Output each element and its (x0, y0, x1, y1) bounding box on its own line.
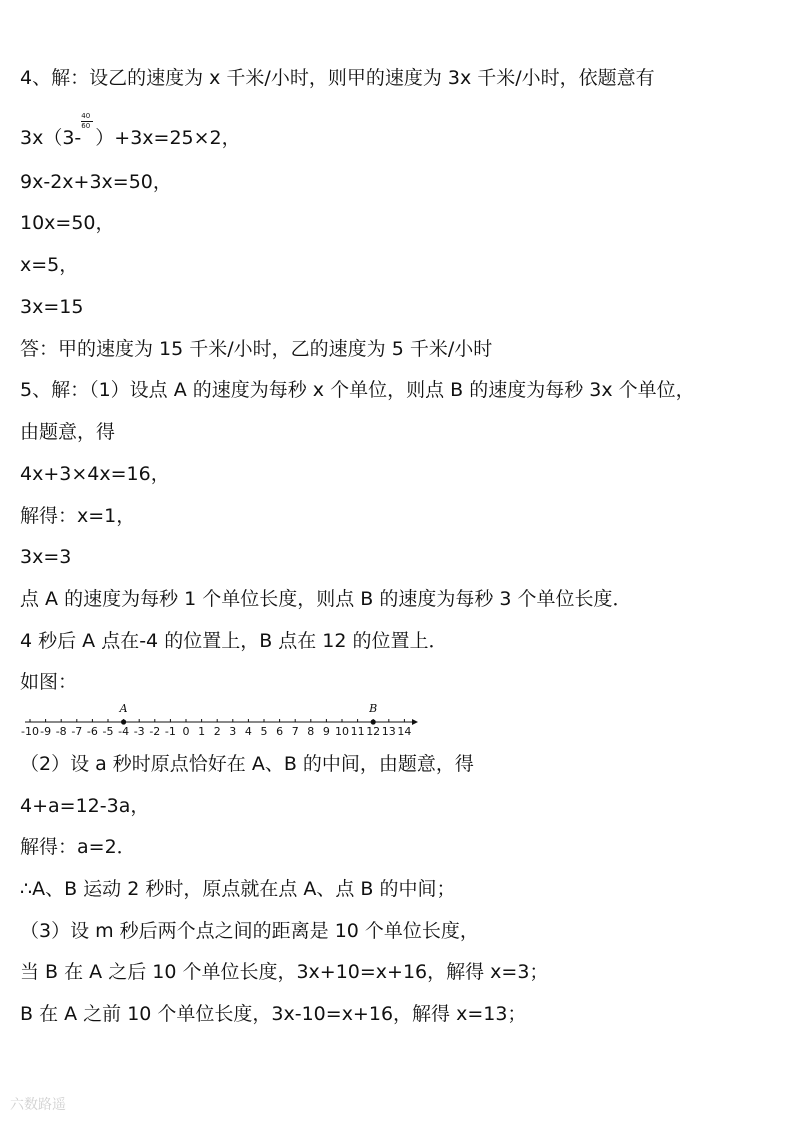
number-line-tick-label: -8 (55, 725, 67, 738)
number-line-tick-label: 2 (213, 725, 221, 738)
solution5-part2-intro: （2）设 a 秒时原点恰好在 A、B 的中间，由题意，得 (20, 753, 474, 775)
number-line-tick-label: -1 (164, 725, 176, 738)
solution5-part1-intro: 5、解：（1）设点 A 的速度为每秒 x 个单位，则点 B 的速度为每秒 3x 个单位， (20, 379, 695, 401)
number-line-tick-label: 14 (397, 725, 412, 738)
number-line-tick-label: 11 (350, 725, 365, 738)
number-line-tick-label: 1 (198, 725, 206, 738)
solution5-part3-case-2: B 在 A 之前 10 个单位长度，3x-10=x+16，解得 x=13； (20, 1003, 527, 1025)
solution4-equation-1 (20, 112, 241, 150)
solution5-equation-3: 3x=3 (20, 546, 72, 568)
fraction-40-60 (81, 112, 95, 150)
number-line-tick-label: 4 (244, 725, 252, 738)
solution4-equation-4: x=5， (20, 254, 79, 276)
watermark-text: 六数路遥 (10, 1097, 66, 1113)
solution4-intro: 4、解：设乙的速度为 x 千米/小时，则甲的速度为 3x 千米/小时，依题意有 (20, 67, 655, 89)
number-line (20, 700, 420, 740)
number-line-point-label-a: A (119, 702, 128, 715)
number-line-tick-label: 0 (182, 725, 190, 738)
number-line-tick-label: -5 (102, 725, 114, 738)
number-line-tick-label: 9 (322, 725, 330, 738)
solution5-part1-cont: 由题意，得 (20, 421, 116, 443)
number-line-point-label-b: B (369, 702, 378, 715)
number-line-tick-label: 5 (260, 725, 268, 738)
solution5-part3-case-1: 当 B 在 A 之后 10 个单位长度，3x+10=x+16，解得 x=3； (20, 961, 549, 983)
solution5-equation-2: 解得：x=1， (20, 505, 136, 527)
number-line-tick-label: -10 (21, 725, 39, 738)
number-line-tick-label: 7 (291, 725, 299, 738)
solution5-part3-intro: （3）设 m 秒后两个点之间的距离是 10 个单位长度， (20, 920, 479, 942)
watermark-logo (10, 1094, 66, 1114)
number-line-tick-label: 3 (229, 725, 237, 738)
solution5-part2-equation-1: 4+a=12-3a， (20, 795, 150, 817)
number-line-tick-label: 10 (335, 725, 349, 738)
equation-part-pre: 3x（3- (20, 127, 82, 149)
solution5-conclusion-1: 点 A 的速度为每秒 1 个单位长度，则点 B 的速度为每秒 3 个单位长度． (20, 588, 632, 610)
number-line-tick-label: -3 (133, 725, 145, 738)
number-line-tick-label: -7 (71, 725, 83, 738)
solution4-equation-2: 9x-2x+3x=50， (20, 171, 172, 193)
solution4-answer: 答：甲的速度为 15 千米/小时，乙的速度为 5 千米/小时 (20, 338, 493, 360)
number-line-tick-label: 6 (276, 725, 284, 738)
solution5-figure-label: 如图： (20, 671, 78, 693)
fraction-numerator: 40 (81, 112, 91, 120)
number-line-point-b (371, 719, 376, 724)
equation-part-post: ）+3x=25×2， (95, 127, 241, 149)
solution5-part2-equation-2: 解得：a=2． (20, 836, 136, 858)
number-line-tick-label: -9 (40, 725, 52, 738)
number-line-arrow (412, 719, 418, 725)
number-line-tick-label: -2 (149, 725, 161, 738)
solution5-equation-1: 4x+3×4x=16， (20, 463, 170, 485)
number-line-point-a (121, 719, 126, 724)
fraction-denominator: 60 (81, 122, 91, 130)
number-line-tick-label: 12 (366, 725, 381, 738)
number-line-tick-label: 13 (381, 725, 396, 738)
number-line-tick-label: -6 (86, 725, 98, 738)
number-line-tick-label: 8 (307, 725, 315, 738)
number-line-tick-label: -4 (118, 725, 130, 738)
solution4-equation-3: 10x=50， (20, 212, 115, 234)
solution5-part2-conclusion: ∴A、B 运动 2 秒时，原点就在点 A、点 B 的中间； (20, 878, 456, 900)
solution4-equation-5: 3x=15 (20, 296, 84, 318)
solution5-conclusion-2: 4 秒后 A 点在-4 的位置上，B 点在 12 的位置上． (20, 630, 448, 652)
